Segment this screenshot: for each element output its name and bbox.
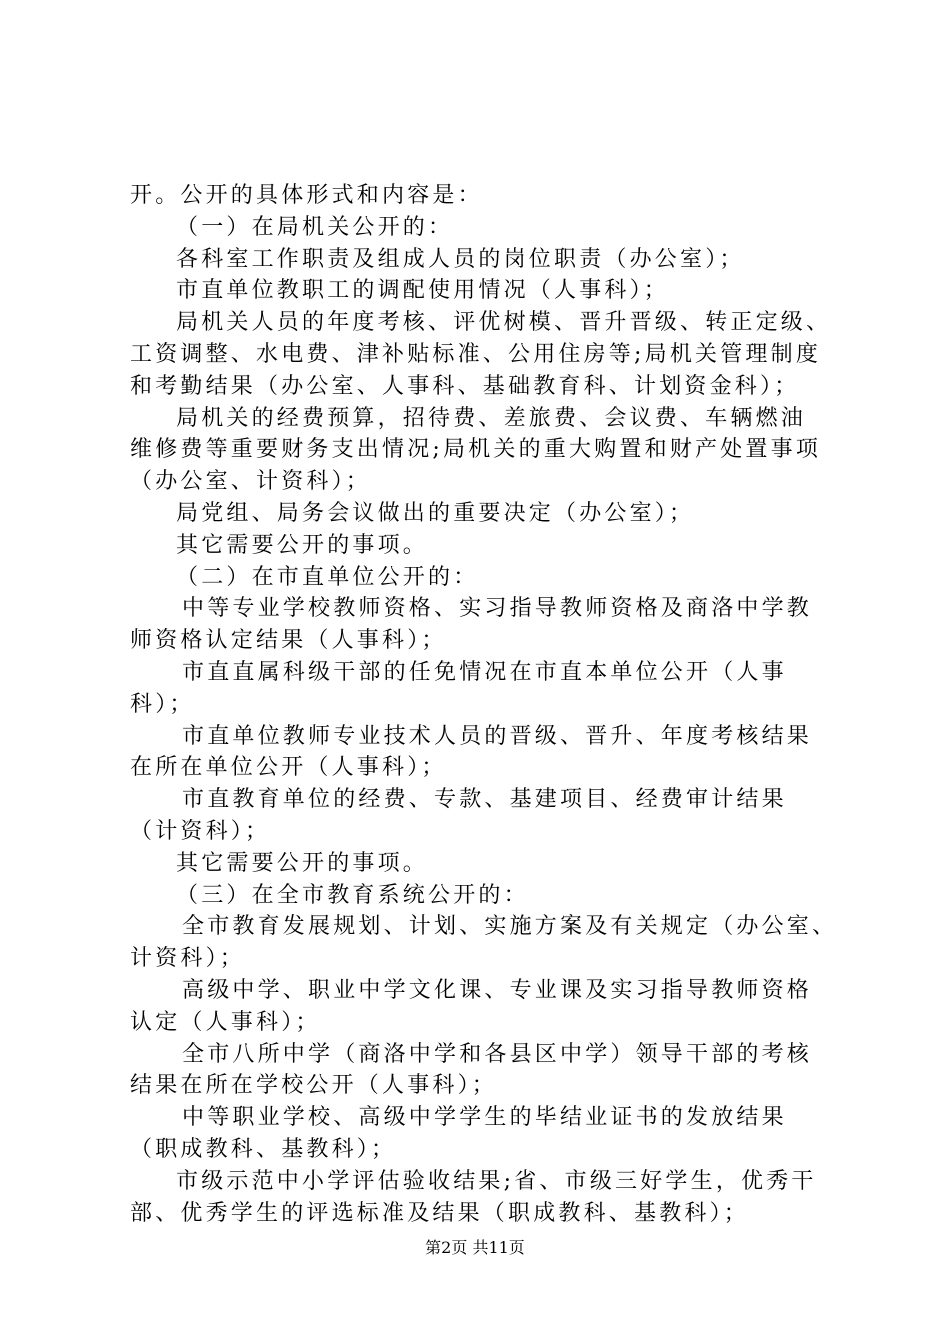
text-line: 市直单位教师专业技术人员的晋级、晋升、年度考核结果 [182,723,813,749]
text-line: 计资科）； [130,946,246,972]
section-heading: （三）在全市教育系统公开的： [176,882,529,908]
text-line: 维修费等重要财务支出情况;局机关的重大购置和财产处置事项 [130,437,822,463]
document-body [130,180,850,1229]
text-line: 中等专业学校教师资格、实习指导教师资格及商洛中学教 [182,596,813,622]
text-line: 各科室工作职责及组成人员的岗位职责（办公室）； [176,246,745,272]
text-line: 开。公开的具体形式和内容是： [130,183,483,208]
page-number: 第2页 共11页 [425,1238,525,1257]
text-line: 市直教育单位的经费、专款、基建项目、经费审计结果 [182,787,787,813]
section-heading: （二）在市直单位公开的： [176,564,479,590]
text-line: 市直直属科级干部的任免情况在市直本单位公开（人事 [182,659,787,685]
text-line: 在所在单位公开（人事科）； [130,755,447,781]
text-line: （职成教科、基教科）； [130,1136,397,1162]
text-line: 局机关人员的年度考核、评优树模、晋升晋级、转正定级、 [176,310,832,336]
section-heading: （一）在局机关公开的： [176,214,454,240]
text-line: 其它需要公开的事项。 [176,532,429,558]
text-line: 部、优秀学生的评选标准及结果（职成教科、基教科）； [130,1200,750,1226]
text-line: 结果在所在学校公开（人事科）； [130,1073,498,1099]
text-line: 局机关的经费预算，招待费、差旅费、会议费、车辆燃油 [176,405,807,431]
text-line: 和考勤结果（办公室、人事科、基础教育科、计划资金科）； [130,373,800,399]
text-line: 高级中学、职业中学文化课、专业课及实习指导教师资格 [182,977,813,1003]
text-line: 其它需要公开的事项。 [176,850,429,876]
text-line: 市级示范中小学评估验收结果;省、市级三好学生，优秀干 [176,1168,817,1194]
text-line: （办公室、计资科）； [130,469,372,495]
text-line: 市直单位教职工的调配使用情况（人事科）； [176,278,670,304]
text-line: 中等职业学校、高级中学学生的毕结业证书的发放结果 [182,1105,787,1131]
text-line: 工资调整、水电费、津补贴标准、公用住房等;局机关管理制度 [130,341,822,367]
text-line: 全市教育发展规划、计划、实施方案及有关规定（办公室、 [182,914,838,940]
text-line: 局党组、局务会议做出的重要决定（办公室）； [176,500,695,526]
text-line: 全市八所中学（商洛中学和各县区中学）领导干部的考核 [182,1041,813,1067]
text-line: （计资科）； [130,818,271,844]
text-line: 科）； [130,691,195,717]
text-line: 认定（人事科）； [130,1009,321,1035]
text-line: 师资格认定结果（人事科）； [130,628,447,654]
